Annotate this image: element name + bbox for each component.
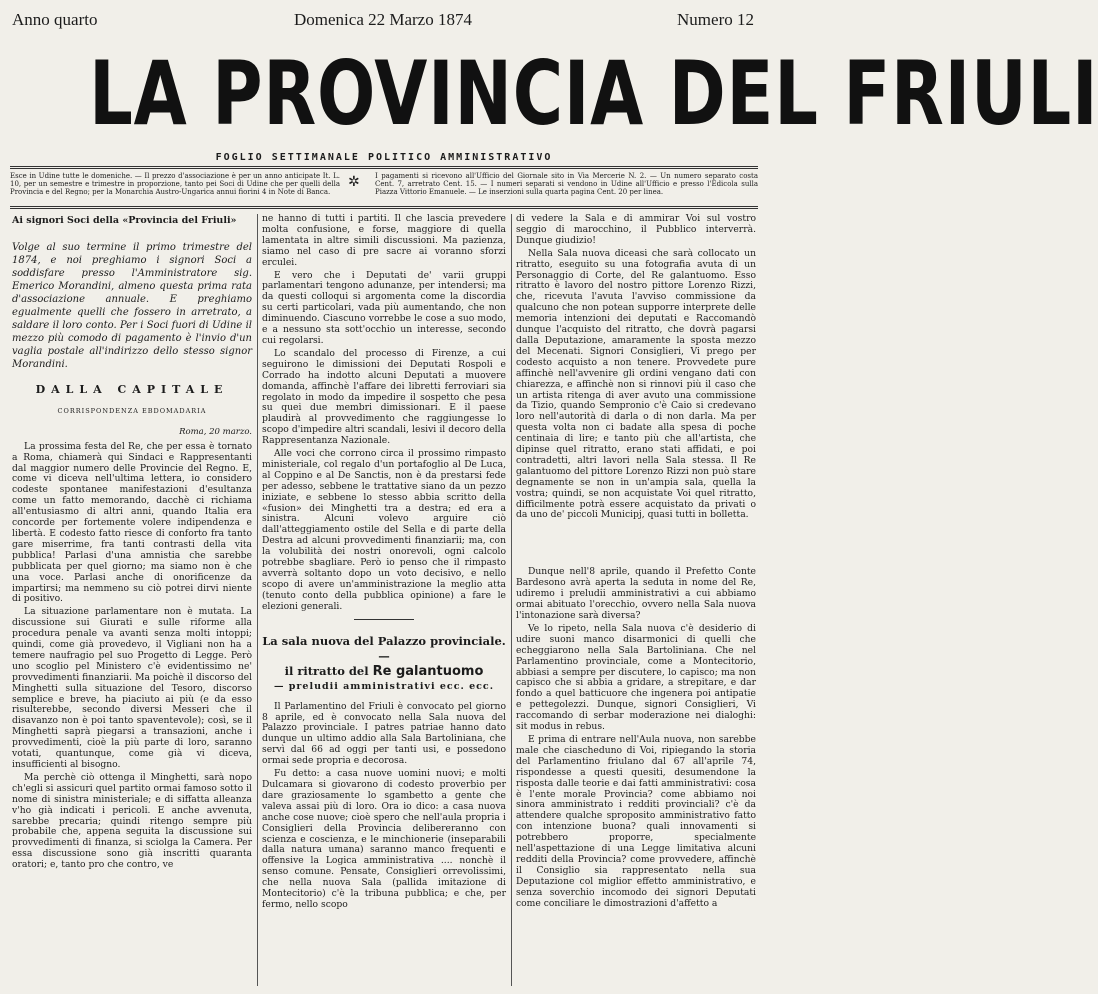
masthead-subtitle: FOGLIO SETTIMANALE POLITICO AMMINISTRATIVO (215, 152, 553, 163)
column-3 (516, 214, 756, 988)
paragraph: La situazione parlamentare non è mutata. La discussione sui Giurati e sulle riforme alla procedura penale va avanti senza molti intoppi; quindi, come già provedevo, il Vigliani non ha a temere naufragio pel suo Progetto di Legge. Però uno scoglio pel Ministero c'è evidentissimo ne' provvedimenti finanziarii. Ma poichè il discorso del Minghetti sulla situazione del Tesoro, discorso semplice e breve, ha piaciuto ai più (e da esso risulterebbe, secondo diversi Messeri che il disavanzo non è poi tanto spaventevole); così, se il Minghetti saprà piegarsi a transazioni, anche i provvedimenti, cioè la più parte di loro, saranno votati, quantunque, come già vi diceva, insufficienti al bisogno. (12, 606, 252, 770)
paragraph: Nella Sala nuova diceasi che sarà collocato un ritratto, eseguito su una fotografia avuta di un Personaggio di Corte, del Re galantuomo. Esso ritratto è lavoro del nostro pittore Lorenzo Rizzi, che, ricevuta l'avuta l'avviso commissione da qualcuno che non potean supporre interprete delle memoria intenzioni dei deputati e Raccomandò dunque l'acquisto del ritratto, che dovrà pagarsi dalla Deputazione, amaramente la sposta mezzo del Mecenati. Signori Consiglieri, Vi prego per codesto acquisto a non tenere. Provvedete pure affinchè nell'avvenire gli ordini vengano dati con chiarezza, e affinchè non si rinnovi più il caso che un artista ritenga di aver avuto una commissione da Tizio, quando Sempronio c'è Caio si credevano loro nell'autorità di darla o di non darla. Ma per questa volta non ci badate alla spesa di poche centinaia di lire; e tanto più che all'artista, che dipinse quel ritratto, erano stati affidati, e poi contradetti, altri lavori nella Sala stessa. Il Re galantuomo del pittore Lorenzo Rizzi non può stare degnamente se non in un'ampia sala, quella la vostra; quindi, se non acquistate Voi quel ritratto, difficilmente potrà essere acquistato da privati o da uno de' piccoli Municipj, quasi tutti in bolletta. (516, 247, 756, 521)
subscription-terms: Esce in Udine tutte le domeniche. — Il prezzo d'associazione è per un anno anticipate It. L. 10, per un semestre e trimestre in proporzione, tanto pei Soci di Udine che per quelli della Provincia e del Regno; per la Monarchia Austro-Ungarica annui fiorini 4 in Note di Banca. (10, 172, 340, 196)
article-title-line-2 (262, 664, 506, 679)
column-divider-1 (257, 214, 258, 986)
dateline: Roma, 20 marzo. (179, 426, 252, 437)
paragraph: di vedere la Sala e di ammirar Voi sul vostro seggio di marocchino, il Pubblico interverrà. Dunque giudizio! (516, 213, 756, 246)
article-title-line-1: La sala nuova del Palazzo provinciale. — (262, 633, 506, 663)
spacer (516, 523, 756, 567)
paragraph: E prima di entrare nell'Aula nuova, non sarebbe male che ciascheduno di Voi, ripiegando la storia del Parlamentino friulano dal 67 all'aprile 74, rispondesse a questi quesiti, desumendone la risposta dalle teorie e dai fatti amministrativi: cosa è l'ente morale Provincia? come abbiamo noi sinora amministrato i redditi provinciali? c'è da attendere qualche sproposito amministrativo fatto con intenzione buona? quali innovamenti si potrebbero proporre, specialmente nell'aspettazione di una Legge limitativa alcuni redditi della Provincia? come provvedere, affinchè il Consiglio sia rappresentato nella sua Deputazione col miglior effetto amministrativo, e senza soverchio incomodo dei signori Deputati come conciliare le dimostrazioni d'affetto a (516, 733, 756, 909)
ornament-icon: ✲ (348, 174, 360, 190)
paragraph: E vero che i Deputati de' varii gruppi parlamentari tengono adunanze, per intendersi; ma da questi colloqui si argomenta come la discordia su certi particolari, vada più aumentando, che non diminuendo. Ciascuno vorrebbe le cose a suo modo, e a nessuno sta sott'occhio un interesse, secondo cui regolarsi. (262, 269, 506, 346)
notice-heading: Ai signori Soci della «Provincia del Friuli» (12, 215, 237, 226)
article-title-part: il ritratto del (284, 663, 369, 678)
rule-top (10, 166, 758, 169)
issue-number: Numero 12 (677, 10, 754, 29)
masthead-title: LA PROVINCIA DEL FRIULI (89, 42, 1098, 145)
header-line (12, 8, 754, 32)
subscription-info (10, 172, 758, 204)
paragraph: Ve lo ripeto, nella Sala nuova c'è desiderio di udire suoni manco disarmonici di quelli che echeggiarono nella Sala Bartoliniana. Che nel Parlamentino provinciale, come a Montecitorio, abbiasi a sempre per discutere, lo capisco; ma non capisco che si abbia a gridare, a strepitare, e dar fondo a quel batticuore che ingenera poi antipatie e pettegolezzi. Dunque, signori Consiglieri, Vi raccomando di serbar moderazione nei dialoghi: sit modus in rebus. (516, 622, 756, 733)
paragraph: ne hanno di tutti i partiti. Il che lascia prevedere molta confusione, e forse, maggiore di quella lamentata in altre simili discussioni. Ma pazienza, siamo nel caso di pre sacre ai voranno sforzi erculei. (262, 213, 506, 268)
paragraph: Fu detto: a casa nuove uomini nuovi; e molti Dulcamara si giovarono di codesto proverbio per dare graziosamente lo sgambetto a gente che valeva assai più di loro. Ora io dico: a casa nuova anche cose nuove; cioè spero che nell'aula propria i Consiglieri della Provincia delibereranno con scienza e coscienza, e le minchionerie (inseparabili dalla natura umana) saranno manco frequenti e offensive la Logica amministrativa .... nonchè il senso comune. Pensate, Consiglieri orrevolissimi, che nella nuova Sala (pallida imitazione di Montecitorio) c'è la tribuna pubblica; e che, per fermo, nello scopo (262, 768, 506, 910)
column-2 (262, 214, 506, 988)
section-heading: DALLA CAPITALE (35, 383, 229, 396)
paragraph: Alle voci che corrono circa il prossimo rimpasto ministeriale, col regalo d'un portafoglio al De Luca, al Coppino e al De Sanctis, non è da prestarsi fede per adesso, sebbene le trattative siano da un pezzo iniziate, e sebbene lo stesso abbia scritto della «fusion» dei Minghetti tra a destra; ed era a sinistra. Alcuni volevo arguire ciò dall'atteggiamento ostile del Sella e di parte della Destra ad alcuni provvedimenti finanziarii; ma, con la volubilità dei nostri onorevoli, ogni calcolo potrebbe sbagliare. Però io penso che il rimpasto avverrà soltanto dopo un voto decisivo, e nello scopo di avere un'amministrazione la meglio atta (tenuto conto della pubblica opinione) a fare le elezioni generali. (262, 448, 506, 612)
issue-date: Domenica 22 Marzo 1874 (294, 10, 472, 29)
paragraph: Il Parlamentino del Friuli è convocato pel giorno 8 aprile, ed è convocato nella Sala nuova del Palazzo provinciale. I patres patriae hanno dato dunque un ultimo addio alla Sala Bartoliniana, che servì dal 66 ad oggi per tanti usi, e possedono ormai sede propria e decorosa. (262, 700, 506, 767)
column-divider-2 (511, 214, 512, 986)
divider (354, 619, 414, 620)
notice-body: Volge al suo termine il primo trimestre del 1874, e noi preghiamo i signori Soci a soddisfare presso l'Amministratore sig. Emerico Morandini, almeno questa prima rata d'associazione annuale. E preghiamo egualmente quelli che fossero in arretrato, a saldare il loro conto. Per i Soci fuori di Udine il mezzo più comodo di pagamento è l'invio d'un vaglia postale all'indirizzo dello stesso signor Morandini. (12, 242, 252, 370)
article-title (262, 634, 506, 694)
correspondence-label: CORRISPONDENZA EBDOMADARIA (57, 406, 207, 415)
subscriber-notice (12, 214, 252, 371)
paragraph: Lo scandalo del processo di Firenze, a cui seguirono le dimissioni dei Deputati Rospoli e Corrado ha indotto alcuni Deputati a muovere domanda, affinchè l'affare dei libretti ferroviari sia regolato in modo da impedire il sospetto che pesa su quei due membri dimissionari. E il paese plaudirà al provvedimento che raggiungesse lo scopo d'impedire altri scandali, lesivi il decoro della Rappresentanza Nazionale. (262, 347, 506, 447)
article-title-line-3: — preludii amministrativi ecc. ecc. (273, 680, 495, 692)
paragraph: Ma perchè ciò ottenga il Minghetti, sarà nopo ch'egli si assicuri quel partito ormai famoso sotto il nome di sinistra ministeriale; e di siffatta alleanza v'ho già indicati i pericoli. E anche avvenuta, sarebbe precaria; quindi ritengo sempre più probabile che, appena seguita la discussione sui provvedimenti di finanza, si sciolga la Camera. Per essa discussione sono già inscritti quaranta oratori; e, tanto pro che contro, ve (12, 771, 252, 871)
column-1 (12, 214, 252, 988)
paragraph: Dunque nell'8 aprile, quando il Prefetto Conte Bardesono avrà aperta la seduta in nome del Re, udiremo i preludii amministrativi a cui abbiamo ormai abituato l'orecchio, ovvero nella Sala nuova l'intonazione sarà diversa? (516, 566, 756, 621)
payment-terms: I pagamenti si ricevono all'Ufficio del Giornale sito in Via Mercerie N. 2. — Un numero separato costa Cent. 7, arretrato Cent. 15. — I numeri separati si vendono in Udine all'Ufficio e presso l'Edicola sulla Piazza Vittorio Emanuele. — Le inserzioni sulla quarta pagina Cent. 20 per linea. (375, 172, 758, 196)
article-title-blackletter: Re galantuomo (372, 663, 484, 679)
paragraph: La prossima festa del Re, che per essa è tornato a Roma, chiamerà qui Sindaci e Rappresentanti dal maggior numero delle Provincie del Regno. E, come vi diceva nell'ultima lettera, io considero codeste spontanee manifestazioni d'esultanza come un fatto memorando, dacchè ci richiama all'entusiasmo di altri anni, quando Italia era concorde per fortemente volere indipendenza e libertà. E codesto fatto riesce di conforto fra tanto gare miserrime, fra tanti contrasti della vita pubblica! Parlasi d'una amnistia che sarebbe pubblicata per quel giorno; ma siamo non è che una voce. Parlasi anche di onorificenze da impartirsi; ma nemmeno su ciò potrei dirvi niente di positivo. (12, 440, 252, 605)
rule-under-info (10, 206, 758, 209)
year-label: Anno quarto (12, 10, 98, 29)
